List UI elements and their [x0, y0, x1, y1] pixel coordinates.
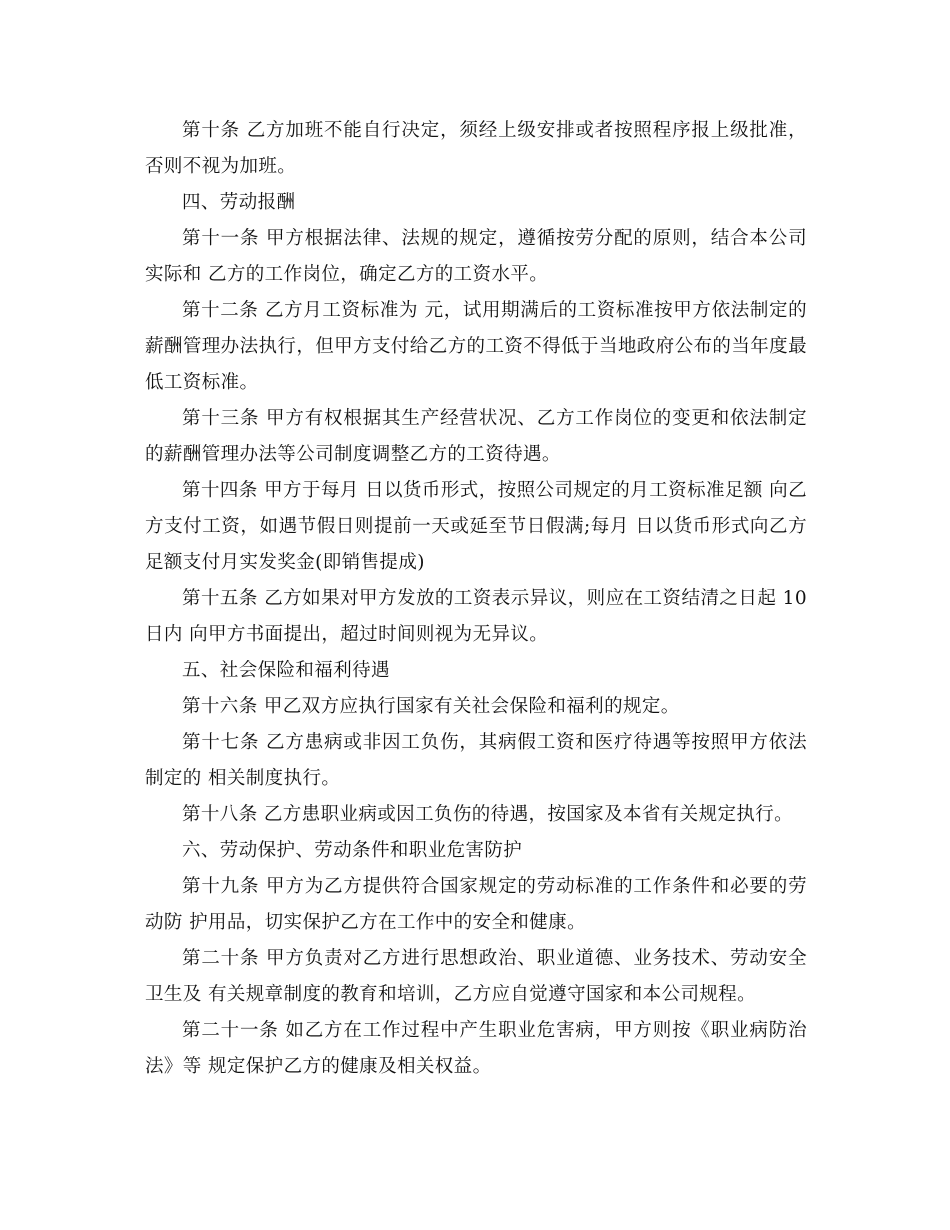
clause-13: 第十三条 甲方有权根据其生产经营状况、乙方工作岗位的变更和依法制定的薪酬管理办法等公司制度调整乙方的工资待遇。 — [145, 408, 807, 465]
clause-21: 第二十一条 如乙方在工作过程中产生职业危害病，甲方则按《职业病防治法》等 规定保护乙方的健康及相关权益。 — [145, 1020, 807, 1077]
section-heading-remuneration: 四、劳动报酬 — [182, 192, 296, 213]
section-heading-labor-protection: 六、劳动保护、劳动条件和职业危害防护 — [182, 840, 523, 861]
clause-14: 第十四条 甲方于每月 日以货币形式，按照公司规定的月工资标准足额 向乙方支付工资，如遇节假日则提前一天或延至节日假满;每月 日以货币形式向乙方足额支付月实发奖金(即销售提成) — [145, 480, 807, 573]
clause-10: 第十条 乙方加班不能自行决定，须经上级安排或者按照程序报上级批准，否则不视为加班。 — [145, 120, 807, 177]
clause-20: 第二十条 甲方负责对乙方进行思想政治、职业道德、业务技术、劳动安全卫生及 有关规章制度的教育和培训，乙方应自觉遵守国家和本公司规程。 — [145, 948, 807, 1005]
clause-16: 第十六条 甲乙双方应执行国家有关社会保险和福利的规定。 — [182, 696, 680, 717]
clause-19: 第十九条 甲方为乙方提供符合国家规定的劳动标准的工作条件和必要的劳动防 护用品，切实保护乙方在工作中的安全和健康。 — [145, 876, 807, 933]
clause-18: 第十八条 乙方患职业病或因工负伤的待遇，按国家及本省有关规定执行。 — [182, 804, 794, 825]
clause-12: 第十二条 乙方月工资标准为 元，试用期满后的工资标准按甲方依法制定的薪酬管理办法执行，但甲方支付给乙方的工资不得低于当地政府公布的当年度最低工资标准。 — [145, 300, 807, 393]
clause-17: 第十七条 乙方患病或非因工负伤，其病假工资和医疗待遇等按照甲方依法制定的 相关制度执行。 — [145, 732, 807, 789]
clause-11: 第十一条 甲方根据法律、法规的规定，遵循按劳分配的原则，结合本公司实际和 乙方的工作岗位，确定乙方的工资水平。 — [145, 228, 807, 285]
document-body — [145, 113, 807, 1085]
section-heading-social-insurance: 五、社会保险和福利待遇 — [182, 660, 390, 681]
clause-15: 第十五条 乙方如果对甲方发放的工资表示异议，则应在工资结清之日起 10 日内 向甲方书面提出，超过时间则视为无异议。 — [145, 588, 807, 645]
